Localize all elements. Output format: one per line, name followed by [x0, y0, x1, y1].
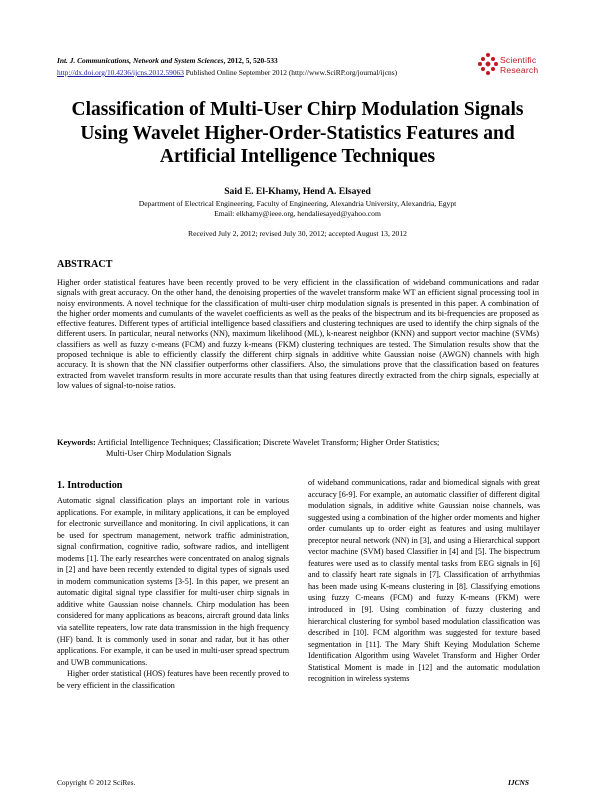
intro-paragraph-2: Higher order statistical (HOS) features have been recently proved to be very efficient in the classification [57, 669, 289, 690]
logo-mark-icon [478, 52, 498, 76]
title-line-3: Artificial Intelligence Techniques [159, 146, 436, 167]
doi-line [57, 68, 397, 77]
affiliation-block [40, 199, 555, 219]
keywords [57, 437, 539, 459]
title-line-2: Using Wavelet Higher-Order-Statistics Features and [80, 122, 515, 144]
authors: Said E. El-Khamy, Hend A. Elsayed [224, 186, 371, 197]
logo-text-scientific: Scientific [500, 55, 537, 65]
keywords-label: Keywords: [57, 438, 96, 447]
intro-paragraph-continued: of wideband communications, radar and biomedical signals with great accuracy [6-9]. For example, an automatic classifier of different digital modulation signals, in additive white Gaussian noise channels, was suggested using a combination of the higher order moments and higher order cumulants up to order eight as features and using multilayer preceptor neural network (NN) in [3], and using a Hierarchical support vector machine (SVM) based Classifier in [4] and [5]. The bispectrum features were used as to classify mental tasks from EEG signals in [6] and to classify heart rate signals in [7]. Classification of arrhythmias has been made using K-means clustering in [8]. Classifying emotions using fuzzy C-means (FCM) and fuzzy K-means (FKM) were introduced in [9]. Using combination of fuzzy clustering and hierarchical clustering for symbol based modulation classification was described in [10]. FCM algorithm was suggested for texture based segmentation in [11]. The Mary Shift Keying Modulation Scheme Identification Algorithm using Wavelet Transform and Higher Order Statistical Moment is made in [12] and the automatic modulation recognition in wireless systems [308, 478, 540, 684]
email: Email: elkhamy@ieee.org, hendaliesayed@yahoo.com [214, 209, 381, 218]
received-dates: Received July 2, 2012; revised July 30, 2012; accepted August 13, 2012 [188, 229, 407, 238]
journal-citation [57, 56, 278, 65]
logo-text-research: Research [500, 65, 539, 75]
section-heading-introduction: 1. Introduction [57, 480, 123, 491]
published-online: Published Online September 2012 (http://www.SciRP.org/journal/ijcns) [183, 68, 398, 77]
footer-copyright: Copyright © 2012 SciRes. [57, 778, 136, 787]
journal-volume: , 2012, 5, 520-533 [223, 56, 278, 65]
right-column [308, 477, 540, 685]
intro-paragraph-1: Automatic signal classification plays an important role in various applications. For example, in military applications, it can be employed for electronic surveillance and monitoring. In civil applications, it can be used for spectrum management, network traffic administration, signal confirmation, cognitive radio, software radios, and intelligent modems [1]. The early researches were concentrated on analog signals in [2] and have been recently extended to digital types of signals used in modern communication systems [3-5]. In this paper, we present an automatic digital signal type classifier for multi-user chirp signals in additive white Gaussian noise channels. Chirp modulation has been considered for many applications as beacons, aircraft ground data links via satellite repeaters, low rate data transmission in the high frequency (HF) band. It is commonly used in sonar and radar, but it has other applications. For example, it can be used in multi-user spread spectrum and UWB communications. [57, 496, 289, 667]
footer-journal: IJCNS [508, 778, 529, 787]
journal-name: Int. J. Communications, Network and System Sciences [57, 56, 224, 65]
affiliation: Department of Electrical Engineering, Faculty of Engineering, Alexandria University, Alexandria, Egypt [138, 199, 457, 208]
paper-title [40, 98, 555, 169]
left-column [57, 495, 289, 691]
keywords-line-2: Multi-User Chirp Modulation Signals [106, 449, 232, 458]
scientific-research-logo [478, 52, 548, 80]
keywords-line-1: Artificial Intelligence Techniques; Classification; Discrete Wavelet Transform; Higher Order Statistics; [95, 438, 440, 447]
abstract-body: Higher order statistical features have been recently proved to be very efficient in the classification of wideband communications and radar signals with great accuracy. On the other hand, the denoising properties of the wavelet transform make WT an efficient signal processing tool in noisy environments. A novel technique for the classification of multi-user chirp modulation signals is presented in this paper. A combination of the higher order moments and cumulants of the wavelet coefficients as well as the peaks of the bispectrum and its bi-frequencies are proposed as effective features. Different types of artificial intelligence based classifiers and clustering techniques are used to identify the chirp signals of the different users. In particular, neural networks (NN), maximum likelihood (ML), k-nearest neighbor (KNN) and support vector machine (SVMs) classifiers as well as fuzzy c-means (FCM) and fuzzy k-means (FKM) clustering techniques are tested. The Simulation results show that the proposed technique is able to efficiently classify the different chirp signals in additive white Gaussian noise (AWGN) channels with high accuracy. It is shown that the NN classifier outperforms other classifiers. Also, the simulations prove that the classification based on features extracted from wavelet transform results in more accurate results than that using features directly extracted from the chirp signals, especially at low values of signal-to-noise ratios. [57, 278, 539, 390]
doi-link[interactable]: http://dx.doi.org/10.4236/ijcns.2012.59063 [57, 68, 184, 77]
title-line-1: Classification of Multi-User Chirp Modulation Signals [71, 99, 524, 120]
abstract-heading: ABSTRACT [57, 259, 113, 270]
